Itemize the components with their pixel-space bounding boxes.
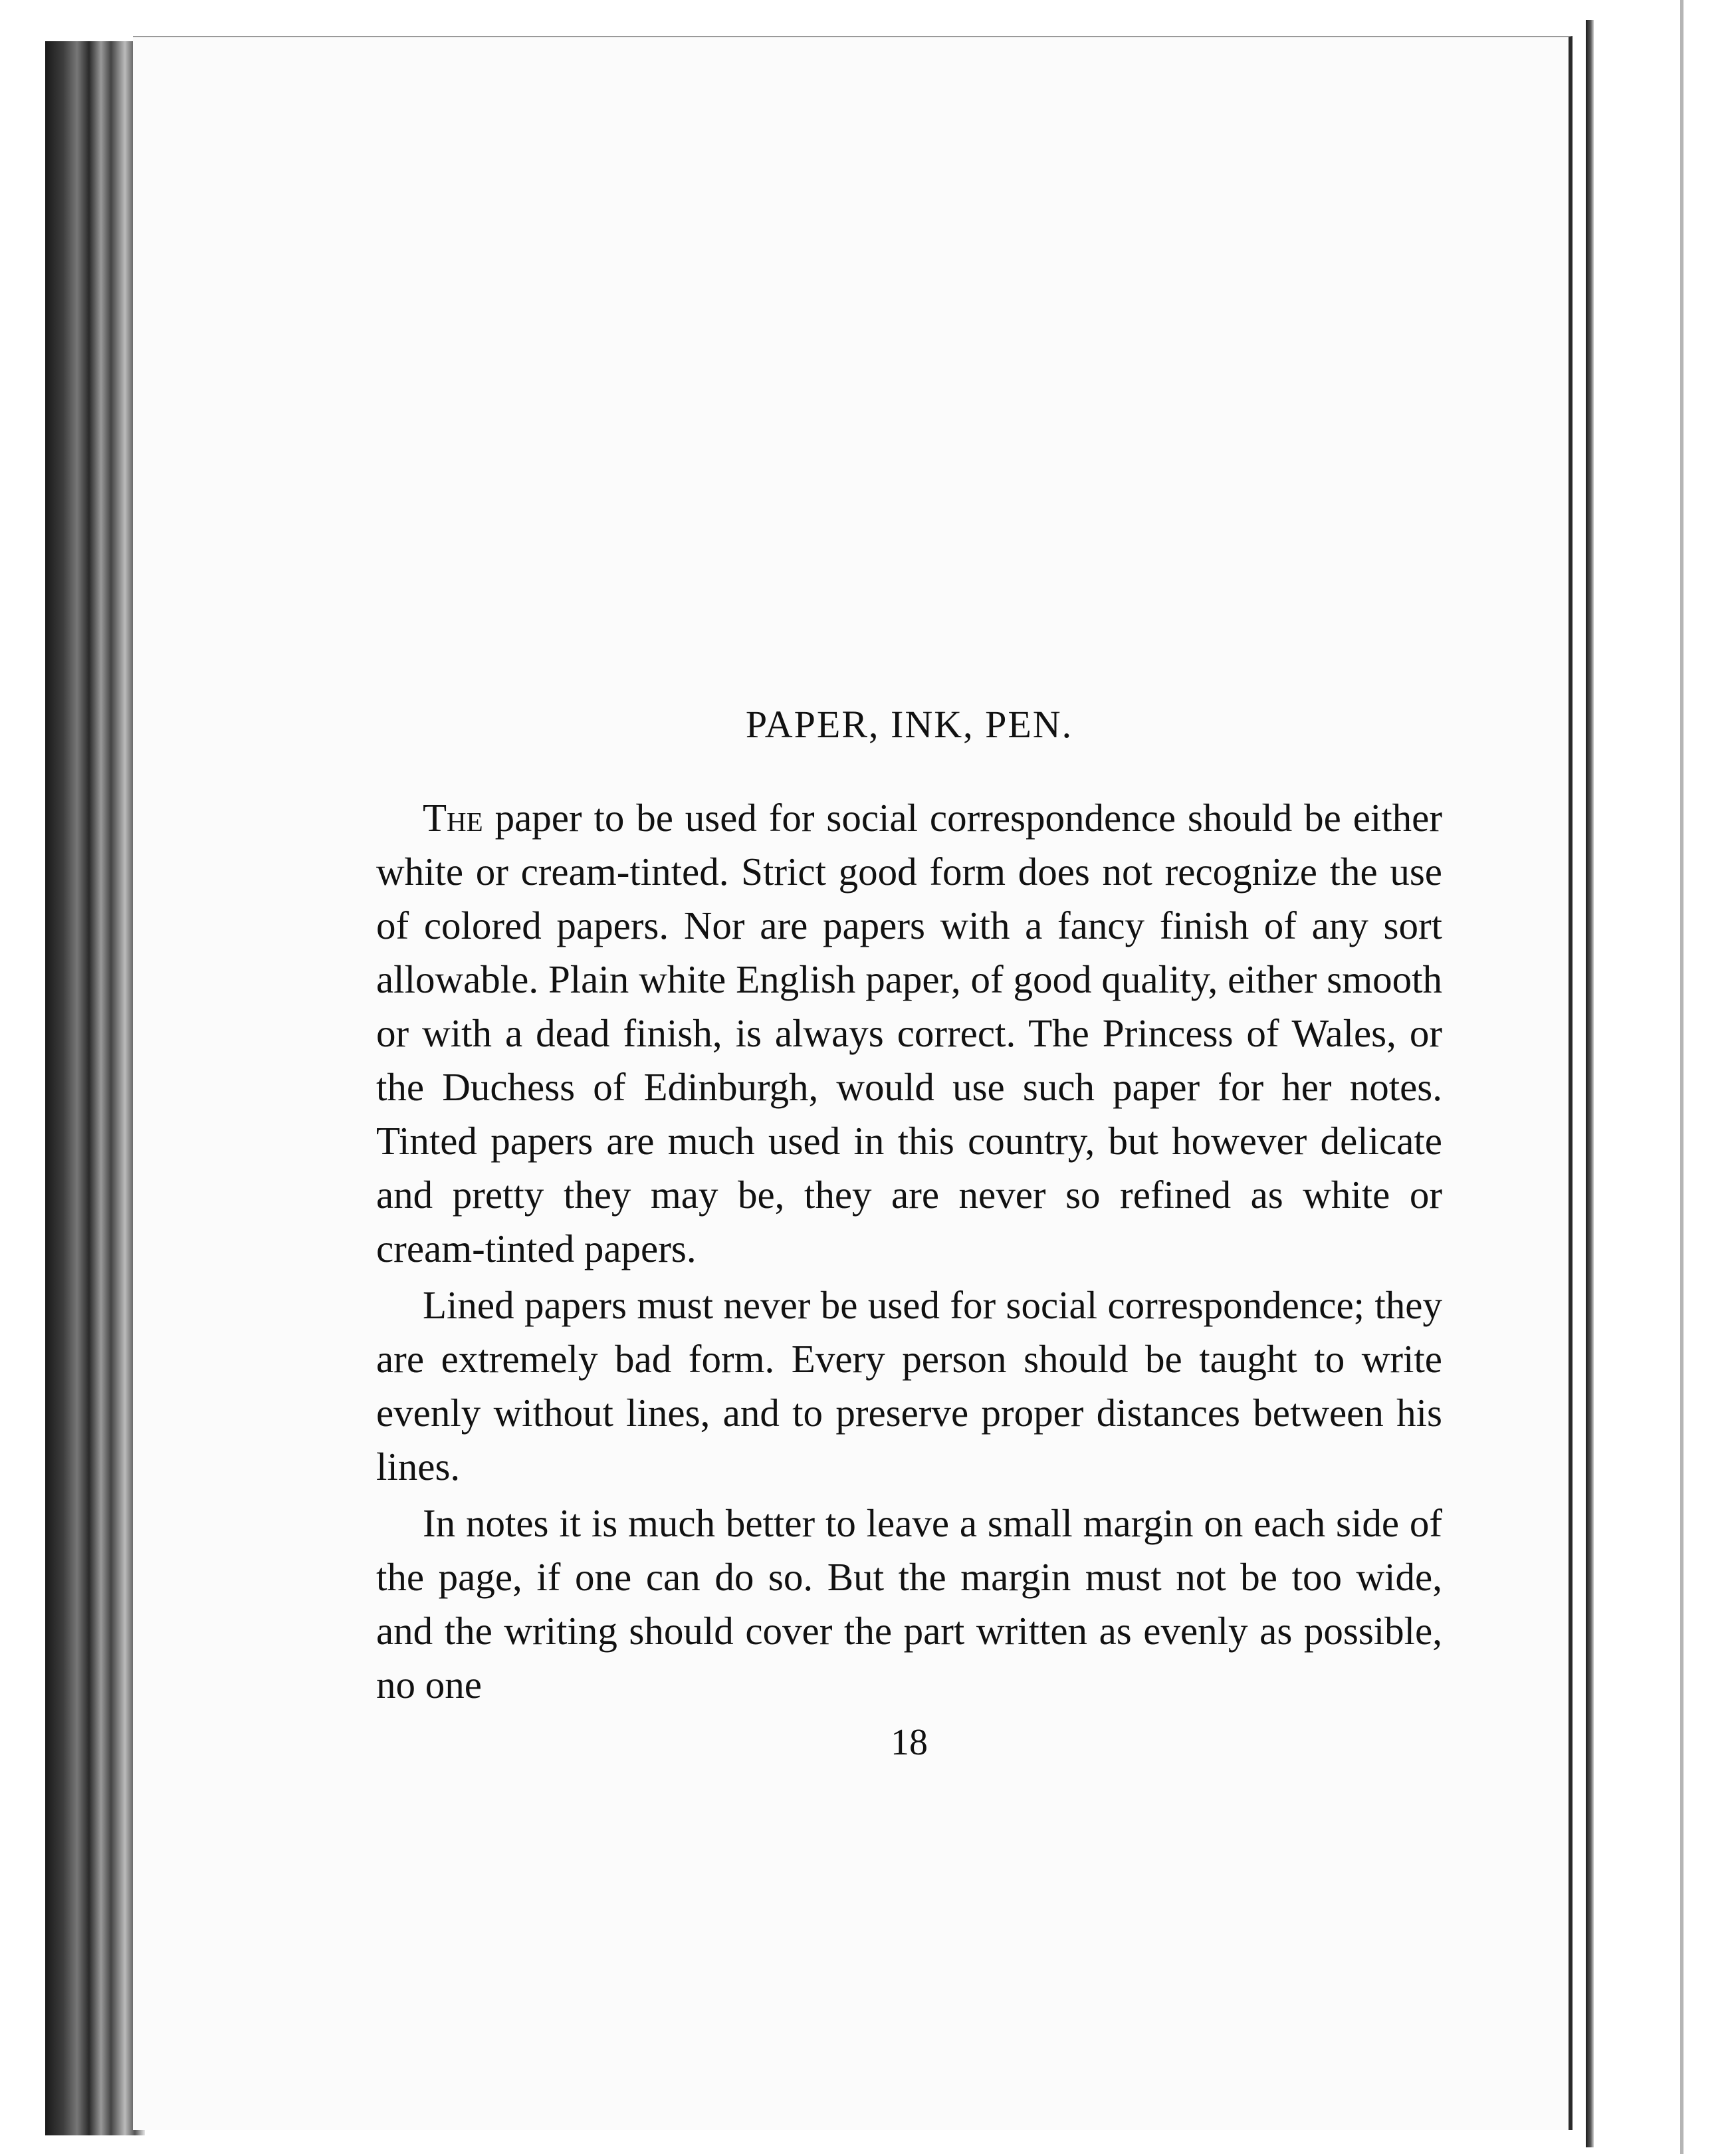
chapter-heading: PAPER, INK, PEN. — [745, 703, 1073, 746]
facing-page-shadow — [1586, 20, 1594, 2147]
paragraph-3: In notes it is much better to leave a small margin on each side of the page, if one can do so. But the margin must not be too wide, and the writing should cover the part written as evenly as possible, no one — [376, 1501, 1442, 1707]
paragraph-1-lead-word: The — [423, 796, 483, 840]
facing-page-line — [1680, 0, 1683, 2154]
book-binding-edge — [45, 41, 145, 2135]
paragraph-1-text: paper to be used for social correspondence should be either white or cream-tinted. Strict good form does not recognize the use of colored papers. Nor are papers with a fancy finish of any sort allowable. Plain white English paper, of good quality, either smooth or with a dead finish, is always correct. The Princess of Wales, or the Duchess of Edinburgh, would use such paper for her notes. Tinted papers are much used in this country, but however delicate and pretty they may be, they are never so refined as white or cream-tinted papers. — [376, 796, 1442, 1270]
page-text-block — [376, 698, 1442, 1769]
paragraph-2: Lined papers must never be used for social correspondence; they are extremely bad form. Every person should be taught to write evenly without lines, and to preserve proper distances between his lines. — [376, 1283, 1442, 1489]
page-number: 18 — [891, 1722, 928, 1763]
paragraph-1 — [376, 791, 1442, 1276]
facing-page-edge — [1582, 13, 1736, 2154]
